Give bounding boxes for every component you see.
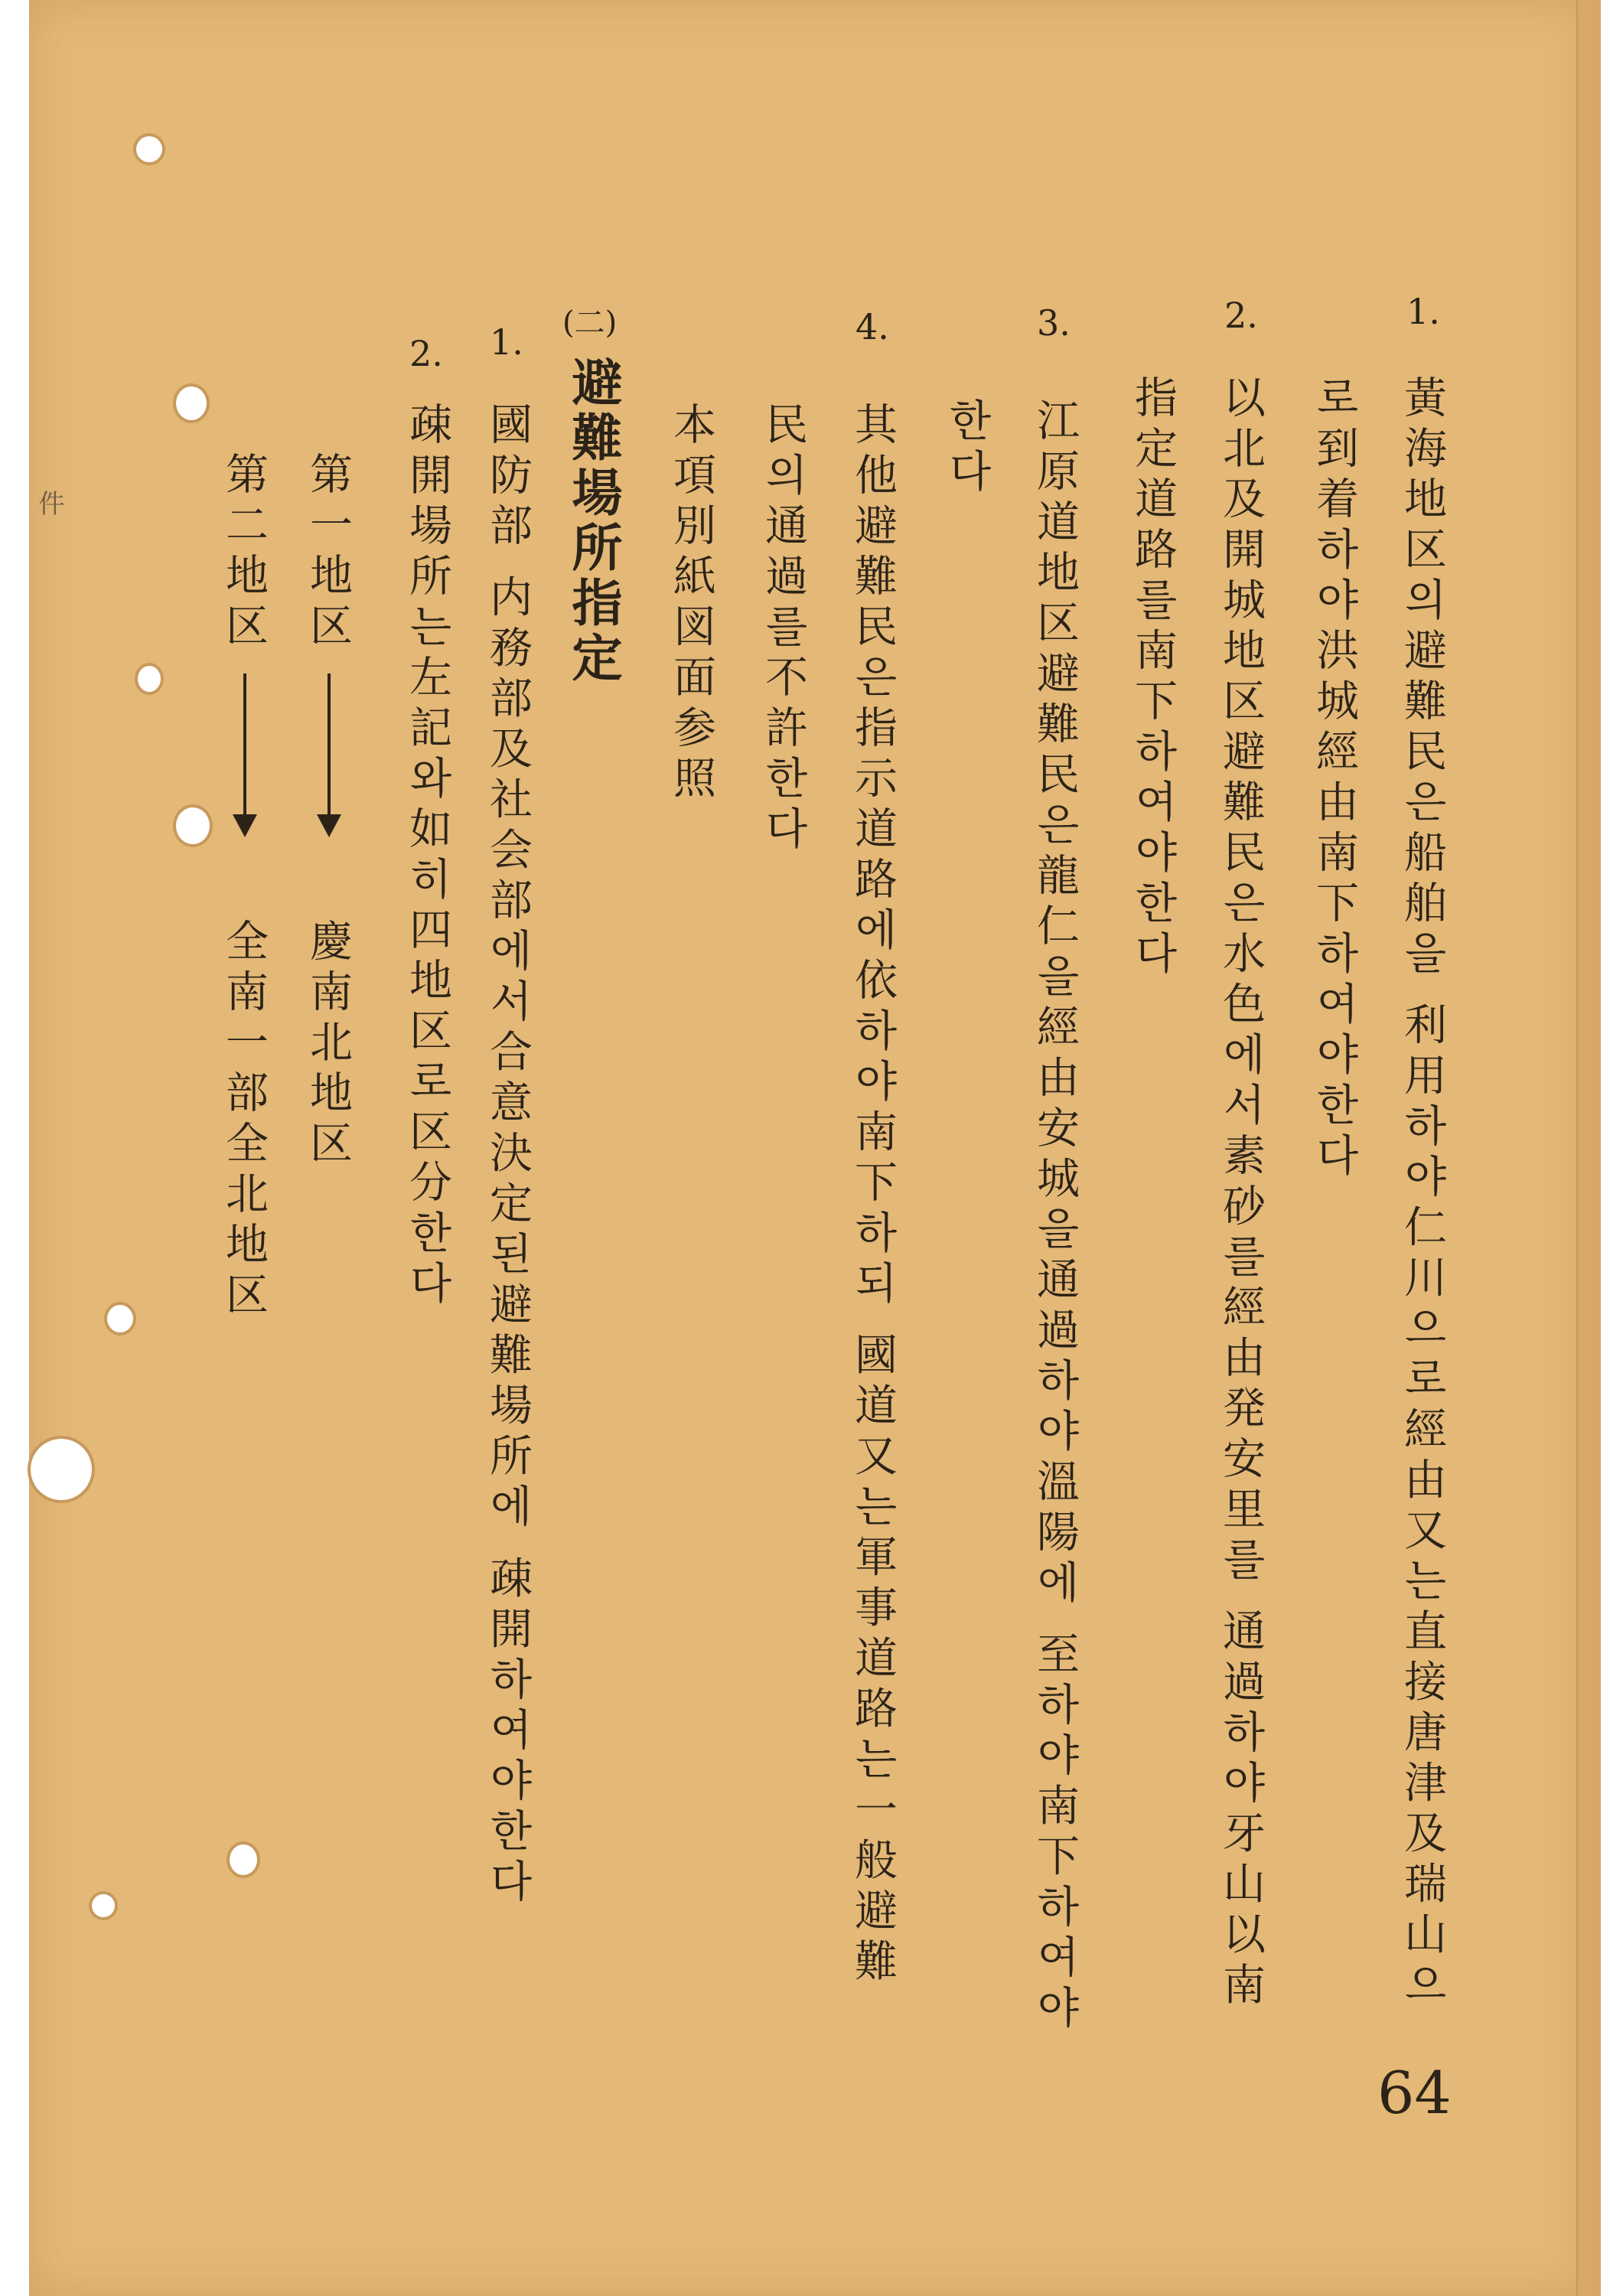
item-2-line-1: 以北及開城地区避難民은水色에서素砂를經由発安里를 通過하야牙山以南 (1216, 375, 1266, 2013)
binding-hole (107, 1305, 133, 1332)
binding-hole (176, 807, 210, 844)
item-1-line-2: 로到着하야洪城經由南下하여야한다 (1309, 375, 1359, 1183)
section-2-item-2-number: 2. (409, 333, 443, 374)
section-2-item-1-text: 國防部 内務部及社会部에서合意決定된避難場所에 疎開하여야한다 (483, 402, 533, 1910)
item-4-line-1: 其他避難民은指示道路에依하야南下하되 國道又는軍事道路는一般避難 (848, 402, 898, 1989)
side-mark: 件 (34, 490, 64, 516)
section-2-marker: (二) (562, 305, 618, 341)
region-2-destination: 全南一部全北地区 (219, 918, 269, 1322)
item-3-number: 3. (1037, 302, 1071, 344)
region-2-arrow (243, 673, 246, 834)
page-edge (1576, 0, 1601, 2296)
binding-hole (136, 136, 162, 162)
region-2-label: 第二地区 (219, 452, 269, 654)
map-reference-note: 本項別紙図面参照 (666, 402, 716, 806)
item-3-line-1: 江原道地区避難民은龍仁을經由安城을通過하야溫陽에 至하야南下하여야 (1030, 398, 1080, 2036)
item-4-number: 4. (856, 306, 889, 347)
item-2-line-2: 指定道路를南下하여야한다 (1128, 375, 1178, 981)
page-number: 64 (1377, 2059, 1452, 2127)
item-1-line-1: 黃海地区의避難民은船舶을 利用하야仁川으로經由又는直接唐津及瑞山으 (1397, 375, 1447, 2013)
binding-hole (176, 386, 207, 420)
item-4-line-2: 民의通過를不許한다 (758, 402, 808, 856)
region-1-label: 第一地区 (303, 452, 353, 654)
binding-hole (230, 1844, 257, 1875)
region-1-arrow (328, 673, 331, 834)
region-1-destination: 慶南北地区 (303, 918, 353, 1171)
item-1-number: 1. (1406, 291, 1440, 332)
binding-hole (31, 1439, 92, 1500)
binding-hole (138, 666, 161, 692)
item-2-number: 2. (1224, 295, 1258, 336)
binding-hole (92, 1894, 115, 1917)
section-2-item-2-text: 疎開場所는左記와如히四地区로区分한다 (402, 402, 452, 1311)
item-3-line-2: 한다 (942, 398, 992, 499)
section-2-heading: 避難場所指定 (563, 356, 623, 687)
section-2-item-1-number: 1. (490, 321, 523, 363)
